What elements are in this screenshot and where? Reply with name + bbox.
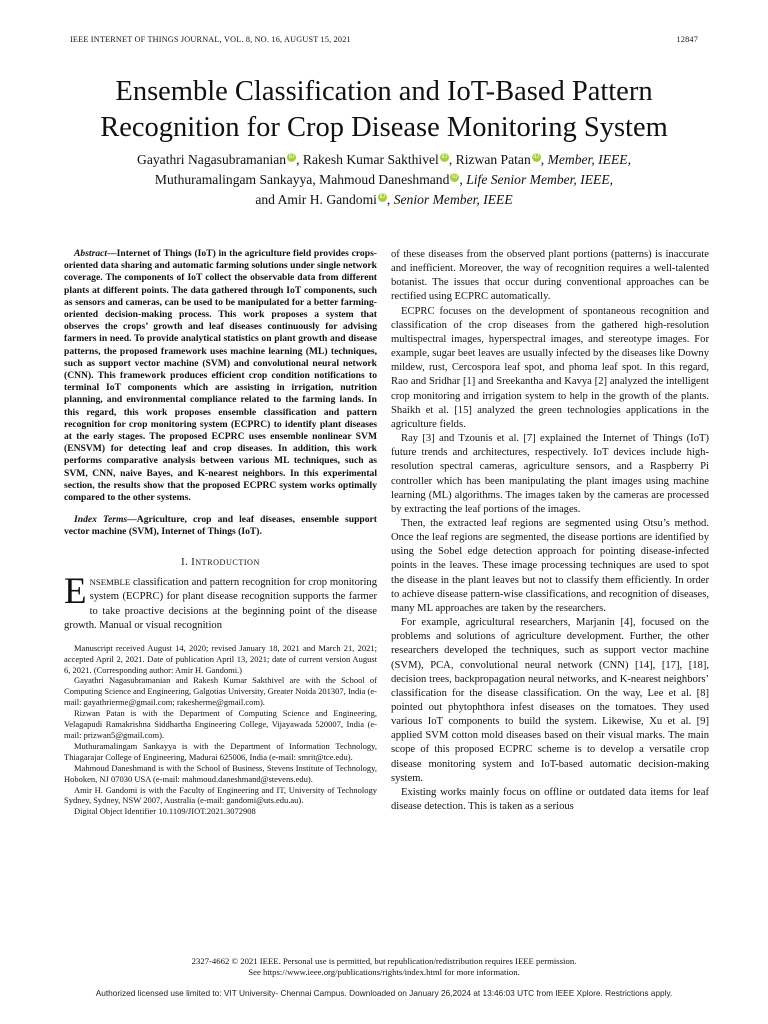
orcid-icon[interactable]: iD — [533, 154, 540, 160]
abstract-text: —Internet of Things (IoT) in the agriculture field provides crops-oriented data sharing and automatic farming solutions under single network coverage. The components of IoT collect the observable data from different plants at different points. The data gathered through IoT components, such as sensors and cameras, can be used to be manipulated for a better farming-oriented decision-making process. This work proposes a system that observes the crops’ growth and leaf diseases continuously for advising farmers in need. To provide analytical statistics on plant growth and disease patterns, the proposed framework uses machine learning (ML) techniques, such as support vector machine (SVM) and convolutional neural network (CNN). This framework produces efficient crop condition notifications to terminal IoT components which are assisting in irrigation, nutrition planning, and environmental compliance related to the farming lands. In this regard, this work proposes ensemble classification and pattern recognition for crop monitoring system (ECPRC) to identify plant diseases at the early stages. The proposed ECPRC uses ensemble nonlinear SVM (ENSVM) for detecting leaf and crop diseases. In addition, this work performs comparative analysis between various ML techniques, such as SVM, CNN, naive Bayes, and K-nearest neighbors. In this experimental section, the results show that the proposed ECPRC system works optimally compared to the other systems. — [64, 248, 377, 504]
abstract — [64, 248, 377, 504]
footnote: Amir H. Gandomi is with the Faculty of Engineering and IT, University of Technology Sydney, Sydney, NSW 2007, Australia (e-mail: gandomi@uts.edu.au). — [64, 784, 377, 806]
footnote: Mahmoud Daneshmand is with the School of Business, Stevens Institute of Technology, Hoboken, NJ 07030 USA (e-mail: mahmoud.daneshmand@stevens.edu). — [64, 762, 377, 784]
author-name: Rizwan Patan — [455, 152, 531, 167]
author-line-3: and Amir H. Gandomi iD , Senior Member, IEEE — [255, 192, 513, 207]
author-membership: Life Senior Member, IEEE, — [466, 172, 614, 187]
index-terms-text: —Agriculture, crop and leaf diseases, ensemble support vector machine (SVM), Internet of Things (IoT). — [64, 514, 377, 538]
footnote: Muthuramalingam Sankayya is with the Department of Information Technology, Thiagarajar College of Engineering, Madurai 625006, India (e-mail: smrit@tce.edu). — [64, 740, 377, 762]
right-column — [391, 248, 709, 814]
orcid-icon[interactable]: iD — [288, 154, 295, 160]
footnote: Rizwan Patan is with the Department of Computing Science and Engineering, Velagapudi Ramakrishna Siddhartha Engineering College, Vijayawada 520007, India (e-mail: prizwan5@gmail.com). — [64, 708, 377, 740]
body-paragraph: Then, the extracted leaf regions are segmented using Otsu’s method. Once the leaf regions are segmented, the disease portions are identified by using the Sobel edge detection approach for pointing disease-infected points in the leaves. These image processing techniques are used to spot the disease in the plant leaves but not to classify them efficiently. In order to achieve disease pattern-wise classifications, and recognition of diseases, many ML approaches are taken by the researchers. — [391, 517, 709, 614]
abstract-label: Abstract — [74, 248, 108, 259]
intro-paragraph — [64, 571, 377, 632]
body-paragraph: Existing works mainly focus on offline or outdated data items for leaf disease detection. This is taken as a serious — [391, 786, 709, 813]
footnotes — [64, 643, 377, 818]
section-rest: NTRODUCTION — [195, 557, 260, 567]
body-paragraph: ECPRC focuses on the development of spontaneous recognition and classification of the crop diseases from the gathered high-resolution multispectral images, hyperspectral images, and stereotype images. For example, sugar beet leaves are usually infected by the diseases like Downy mildew, rust, Cercospora leaf spot, and phoma leaf spot. In this regard, Rao and Sridhar [1] and Sreekantha and Kavya [2] analyzed the intelligent crop monitoring and irrigation system to help in the growth of the plants. Shaikh et al. [15] analyzed the green technologies applications in the agriculture fields. — [391, 305, 709, 430]
author-membership: Senior Member, IEEE — [393, 192, 513, 207]
left-column — [64, 248, 377, 817]
footnote: Gayathri Nagasubramanian and Rakesh Kumar Sakthivel are with the School of Computing Science and Engineering, Galgotias University, Greater Noida 201307, India (e-mail: gayathrierme@gmail.com; rakesherme@gmail.com). — [64, 675, 377, 708]
author-name: Gayathri Nagasubramanian — [137, 152, 287, 167]
orcid-icon[interactable]: iD — [379, 194, 386, 200]
running-header — [70, 35, 698, 44]
author-line-2: Muthuramalingam Sankayya, Mahmoud Daneshmand iD , Life Senior Member, IEEE, — [154, 172, 614, 187]
author-name: and Amir H. Gandomi — [255, 192, 377, 207]
title-line-1: Ensemble Classification and IoT-Based Pattern — [115, 76, 653, 107]
intro-smallcaps: NSEMBLE — [89, 577, 131, 588]
license-footer: Authorized licensed use limited to: VIT University- Chennai Campus. Downloaded on January 26,2024 at 13:46:03 UTC from IEEE Xplore. Restrictions apply. — [95, 988, 673, 998]
page-number: 12847 — [676, 35, 698, 44]
section-heading — [64, 556, 377, 570]
body-paragraph: Ray [3] and Tzounis et al. [7] explained the Internet of Things (IoT) future trends and architectures, respectively. IoT devices include high-resolution spectral cameras, agriculture sensors, and a Raspberry Pi controller which has been manipulating the plant images using machine learning (ML) algorithms. The images taken by the cameras are processed by extracting the leaf portions of the images. — [391, 433, 709, 515]
paper-title — [40, 74, 728, 146]
author-name: Muthuramalingam Sankayya, Mahmoud Daneshmand — [154, 172, 450, 187]
copyright-line-2: See https://www.ieee.org/publications/rights/index.html for more information. — [248, 967, 520, 977]
author-name: Rakesh Kumar Sakthivel — [302, 152, 439, 167]
copyright-notice — [0, 956, 768, 978]
doi: Digital Object Identifier 10.1109/JIOT.2021.3072908 — [74, 806, 256, 817]
body-paragraph: For example, agricultural researchers, Marjanin [4], focused on the problems and solutions of agriculture development. Further, the other researchers developed the techniques, such as support vector machine (SVM), PCA, convolutional neural network (CNN) [14], [17], [18], decision trees, backpropagation neural networks, and K-nearest neighbors’ classification for the disease classification. On the way, Lee et al. [8] pointed out phytophthora infest diseases on the tomatoes. They used various IoT components to build the system. Likewise, Xu et al. [9] applied SVM cotton mold diseases based on their visual marks. The main scope of this proposed ECPRC scheme is to develop a versatile crop disease monitoring system and IoT-based automatic decision-making system. — [391, 617, 709, 784]
copyright-line-1: 2327-4662 © 2021 IEEE. Personal use is permitted, but republication/redistribution requires IEEE permission. — [191, 956, 577, 966]
orcid-icon[interactable]: iD — [441, 154, 448, 160]
body-paragraph: of these diseases from the observed plant portions (patterns) is inaccurate and inefficient. Moreover, the way of recognition requires a well-talented botanist. The issues that occur during conventional approaches can be rectified using ECPRC automatically. — [391, 249, 709, 303]
title-line-2: Recognition for Crop Disease Monitoring System — [100, 112, 668, 143]
author-list — [40, 150, 728, 210]
author-line-1: Gayathri Nagasubramanian iD , Rakesh Kumar Sakthivel iD , Rizwan Patan iD , Member, IEEE, — [137, 152, 631, 167]
section-initial: I — [191, 556, 196, 568]
drop-cap: E — [64, 571, 87, 613]
journal-name: IEEE INTERNET OF THINGS JOURNAL, VOL. 8, NO. 16, AUGUST 15, 2021 — [70, 35, 351, 44]
index-terms-label: Index Terms — [74, 514, 128, 526]
author-membership: Member, IEEE, — [547, 152, 631, 167]
intro-text: classification and pattern recognition for crop monitoring system (ECPRC) for plant disease recognition supports the farmer to take proactive decisions at the beginning point of the disease growth. Manual or visual recognition — [64, 577, 377, 631]
section-numeral: I. — [181, 556, 189, 568]
footnote: Manuscript received August 14, 2020; revised January 18, 2021 and March 21, 2021; accepted April 2, 2021. Date of publication April 13, 2021; date of current version August 6, 2021. (Corresponding author: Amir H. Gandomi.) — [64, 642, 377, 675]
index-terms — [64, 514, 377, 538]
orcid-icon[interactable]: iD — [452, 174, 458, 180]
